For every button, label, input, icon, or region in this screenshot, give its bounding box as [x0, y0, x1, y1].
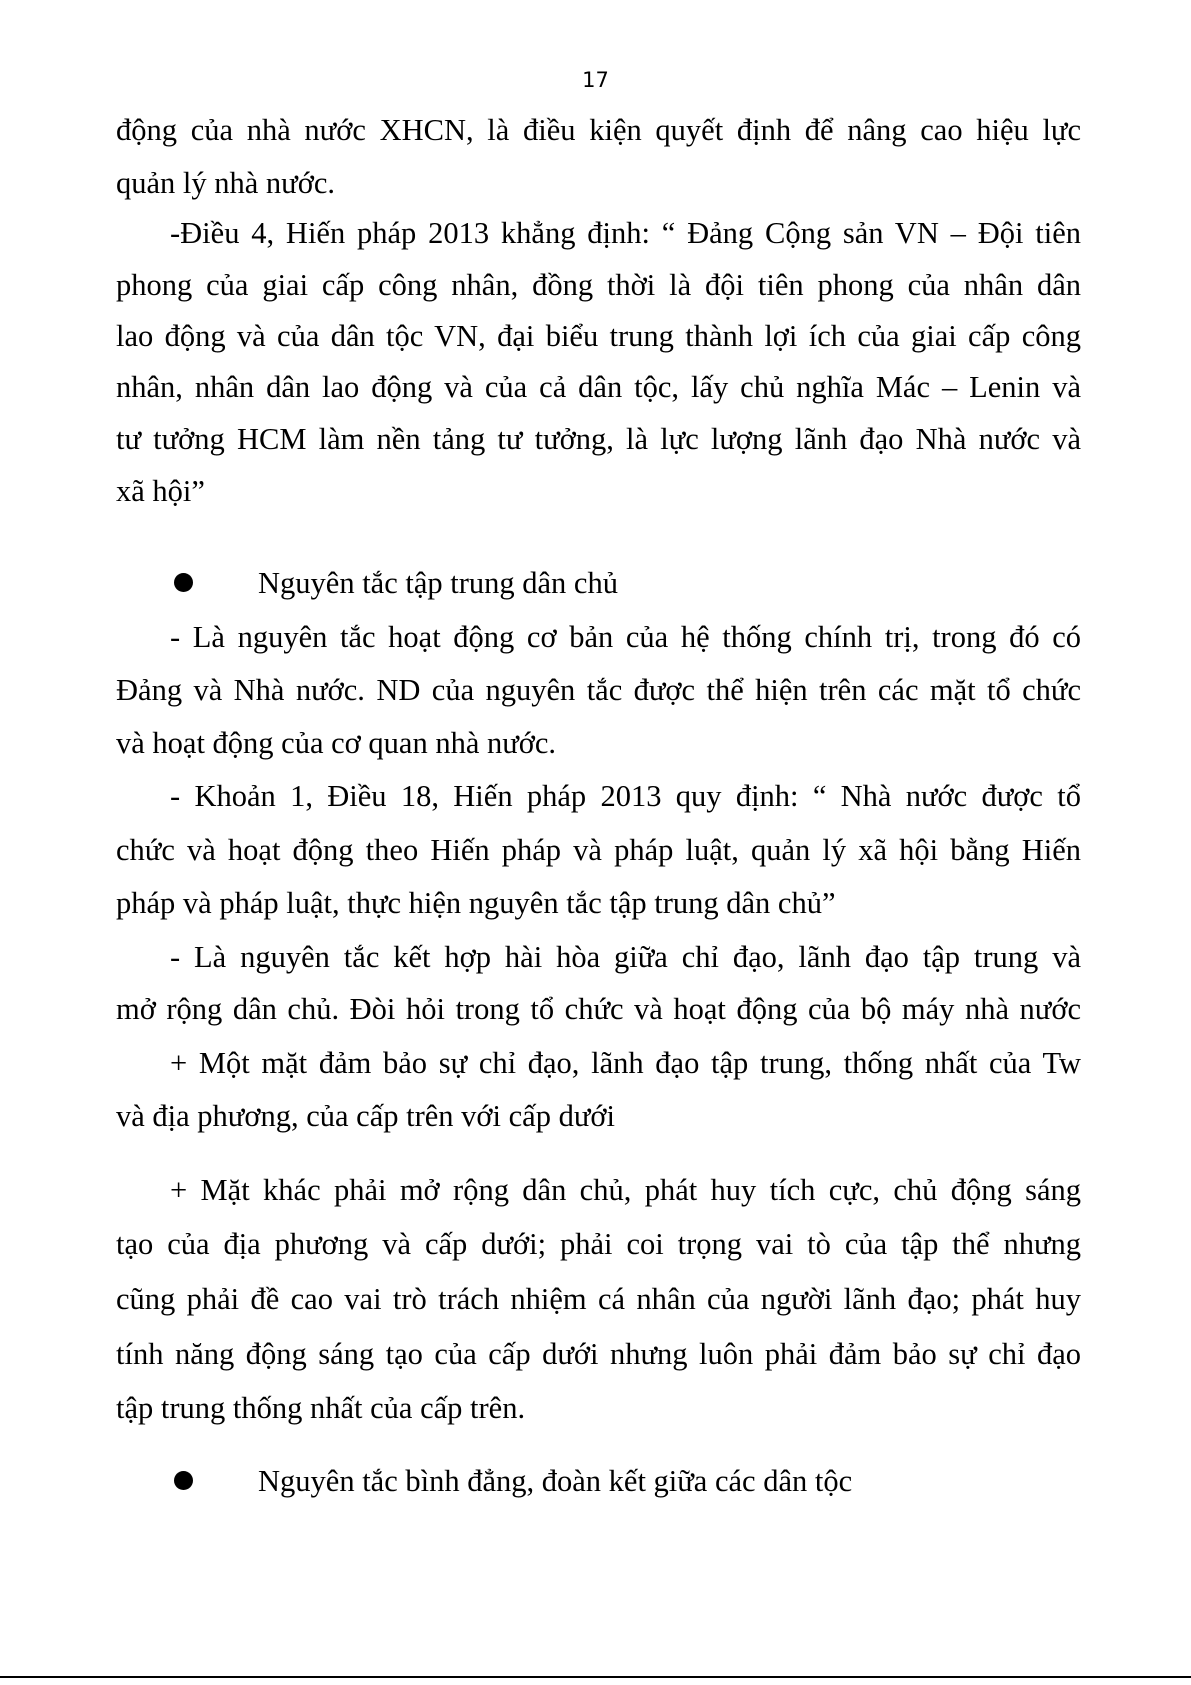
- paragraph-line: xã hội”: [116, 474, 205, 508]
- paragraph-line: - Là nguyên tắc kết hợp hài hòa giữa chỉ đạo, lãnh đạo tập trung và: [170, 940, 1081, 974]
- paragraph-line: chức và hoạt động theo Hiến pháp và pháp luật, quản lý xã hội bằng Hiến: [116, 833, 1081, 867]
- paragraph-line: phong của giai cấp công nhân, đồng thời là đội tiên phong của nhân dân: [116, 268, 1081, 302]
- paragraph-line: -Điều 4, Hiến pháp 2013 khẳng định: “ Đảng Cộng sản VN – Đội tiên: [170, 216, 1081, 250]
- paragraph-line: quản lý nhà nước.: [116, 166, 335, 200]
- paragraph-line: - Là nguyên tắc hoạt động cơ bản của hệ thống chính trị, trong đó có: [170, 620, 1081, 654]
- paragraph-line: động của nhà nước XHCN, là điều kiện quyết định để nâng cao hiệu lực: [116, 113, 1081, 147]
- paragraph-line: và hoạt động của cơ quan nhà nước.: [116, 726, 557, 760]
- paragraph-line: tính năng động sáng tạo của cấp dưới nhưng luôn phải đảm bảo sự chỉ đạo: [116, 1337, 1081, 1371]
- section-heading: Nguyên tắc tập trung dân chủ: [258, 566, 618, 600]
- paragraph-line: tập trung thống nhất của cấp trên.: [116, 1391, 526, 1425]
- bullet-icon: [174, 1471, 193, 1490]
- paragraph-line: tạo của địa phương và cấp dưới; phải coi trọng vai tò của tập thể nhưng: [116, 1227, 1081, 1261]
- page-bottom-rule: [0, 1676, 1191, 1678]
- paragraph-line: cũng phải đề cao vai trò trách nhiệm cá nhân của người lãnh đạo; phát huy: [116, 1282, 1081, 1316]
- page-number: 17: [582, 68, 609, 92]
- paragraph-line: lao động và của dân tộc VN, đại biểu trung thành lợi ích của giai cấp công: [116, 319, 1081, 353]
- section-heading: Nguyên tắc bình đẳng, đoàn kết giữa các dân tộc: [258, 1464, 853, 1498]
- paragraph-line: và địa phương, của cấp trên với cấp dưới: [116, 1099, 615, 1133]
- paragraph-line: nhân, nhân dân lao động và của cả dân tộc, lấy chủ nghĩa Mác – Lenin và: [116, 370, 1081, 404]
- paragraph-line: Đảng và Nhà nước. ND của nguyên tắc được thể hiện trên các mặt tổ chức: [116, 673, 1081, 707]
- paragraph-line: - Khoản 1, Điều 18, Hiến pháp 2013 quy định: “ Nhà nước được tổ: [170, 779, 1081, 813]
- paragraph-line: pháp và pháp luật, thực hiện nguyên tắc tập trung dân chủ”: [116, 886, 836, 920]
- paragraph-line: + Mặt khác phải mở rộng dân chủ, phát huy tích cực, chủ động sáng: [170, 1173, 1081, 1207]
- paragraph-line: + Một mặt đảm bảo sự chỉ đạo, lãnh đạo tập trung, thống nhất của Tw: [170, 1046, 1081, 1080]
- paragraph-line: tư tưởng HCM làm nền tảng tư tưởng, là lực lượng lãnh đạo Nhà nước và: [116, 422, 1081, 456]
- bullet-icon: [174, 573, 193, 592]
- paragraph-line: mở rộng dân chủ. Đòi hỏi trong tổ chức và hoạt động của bộ máy nhà nước: [116, 992, 1081, 1026]
